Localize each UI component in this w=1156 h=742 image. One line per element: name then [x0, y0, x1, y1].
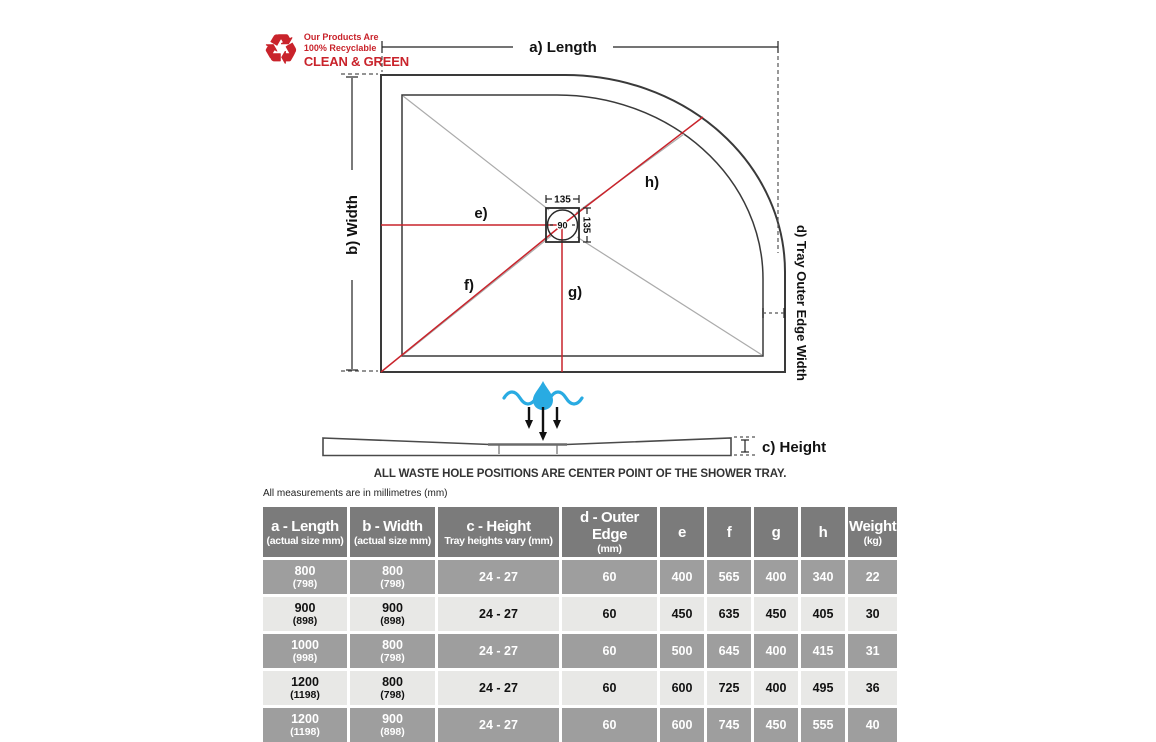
logo-line-1: Our Products Are: [303, 31, 379, 42]
spec-table-cell: 900 (898): [350, 597, 435, 631]
spec-table-cell: 31: [848, 634, 897, 668]
offset-x-value: 135: [554, 194, 571, 206]
spec-table-cell: 745: [707, 708, 751, 742]
spec-table-cell: 450: [660, 597, 704, 631]
spec-table-cell: 400: [754, 560, 798, 594]
spec-table-cell: 725: [707, 671, 751, 705]
spec-table-cell: 900 (898): [350, 708, 435, 742]
spec-table-body: [263, 560, 897, 742]
spec-table-cell: 60: [562, 708, 657, 742]
offset-y-value: 135: [580, 216, 592, 234]
logo-line-3: CLEAN & GREEN: [303, 53, 409, 69]
spec-table-cell: 645: [707, 634, 751, 668]
tray-cross-section: [323, 438, 731, 456]
spec-table-cell: 405: [801, 597, 845, 631]
spec-table-cell: 24 - 27: [438, 597, 559, 631]
spec-table-cell: 1200 (1198): [263, 708, 347, 742]
spec-table-cell: 60: [562, 634, 657, 668]
spec-table-cell: 450: [754, 597, 798, 631]
spec-table-row: [263, 597, 897, 631]
spec-table-cell: 1000 (998): [263, 634, 347, 668]
spec-table-header-cell: f: [707, 507, 751, 557]
spec-table-cell: 60: [562, 597, 657, 631]
spec-table-cell: 800 (798): [350, 560, 435, 594]
waste-hole-caption: ALL WASTE HOLE POSITIONS ARE CENTER POINT OF THE SHOWER TRAY.: [373, 468, 787, 480]
spec-table-cell: 635: [707, 597, 751, 631]
spec-table-head: [263, 507, 897, 557]
spec-table-cell: 450: [754, 708, 798, 742]
spec-table-cell: 900 (898): [263, 597, 347, 631]
spec-table-cell: 800 (798): [263, 560, 347, 594]
label-e: e): [474, 205, 488, 222]
units-note: All measurements are in millimetres (mm): [263, 488, 448, 499]
width-label: b) Width: [344, 195, 361, 255]
spec-table-cell: 565: [707, 560, 751, 594]
spec-table-header-cell: b - Width (actual size mm): [350, 507, 435, 557]
spec-table-header-cell: d - Outer Edge (mm): [562, 507, 657, 557]
spec-table-cell: 60: [562, 671, 657, 705]
spec-table-cell: 340: [801, 560, 845, 594]
spec-table-cell: 1200 (1198): [263, 671, 347, 705]
spec-table-cell: 600: [660, 708, 704, 742]
spec-table-row: [263, 708, 897, 742]
spec-table-cell: 495: [801, 671, 845, 705]
spec-table-cell: 24 - 27: [438, 560, 559, 594]
spec-table-cell: 400: [754, 671, 798, 705]
spec-table-cell: 800 (798): [350, 671, 435, 705]
label-h: h): [644, 174, 660, 191]
spec-table-cell: 400: [660, 560, 704, 594]
length-label: a) Length: [529, 39, 597, 56]
label-g: g): [568, 284, 583, 301]
spec-table-cell: 30: [848, 597, 897, 631]
spec-table-cell: 36: [848, 671, 897, 705]
label-f: f): [464, 277, 474, 294]
spec-table-cell: 40: [848, 708, 897, 742]
dimension-height: [734, 437, 826, 456]
spec-table-cell: 415: [801, 634, 845, 668]
spec-table-cell: 600: [660, 671, 704, 705]
logo-line-2: 100% Recyclable: [303, 42, 377, 53]
spec-table-header-cell: c - Height Tray heights vary (mm): [438, 507, 559, 557]
spec-table-row: [263, 634, 897, 668]
spec-table-cell: 400: [754, 634, 798, 668]
spec-table-header-cell: Weight (kg): [848, 507, 897, 557]
spec-table-cell: 500: [660, 634, 704, 668]
spec-table-cell: 555: [801, 708, 845, 742]
spec-table-cell: 24 - 27: [438, 634, 559, 668]
spec-table-header-cell: a - Length (actual size mm): [263, 507, 347, 557]
spec-table-row: [263, 671, 897, 705]
spec-table-header-cell: h: [801, 507, 845, 557]
dimension-width: [341, 74, 378, 371]
waste-hole-diameter: 90: [557, 220, 568, 231]
spec-table-header-cell: g: [754, 507, 798, 557]
outer-edge-label: d) Tray Outer Edge Width: [794, 225, 809, 381]
recycle-icon: ♻: [263, 28, 299, 72]
spec-table-cell: 22: [848, 560, 897, 594]
water-drop-icon: [504, 381, 582, 410]
spec-table: [260, 504, 900, 742]
spec-table-cell: 60: [562, 560, 657, 594]
flow-arrows: [525, 407, 561, 441]
spec-table-cell: 24 - 27: [438, 708, 559, 742]
height-label: c) Height: [762, 439, 827, 456]
spec-table-cell: 800 (798): [350, 634, 435, 668]
spec-table-cell: 24 - 27: [438, 671, 559, 705]
spec-table-row: [263, 560, 897, 594]
spec-table-header-cell: e: [660, 507, 704, 557]
